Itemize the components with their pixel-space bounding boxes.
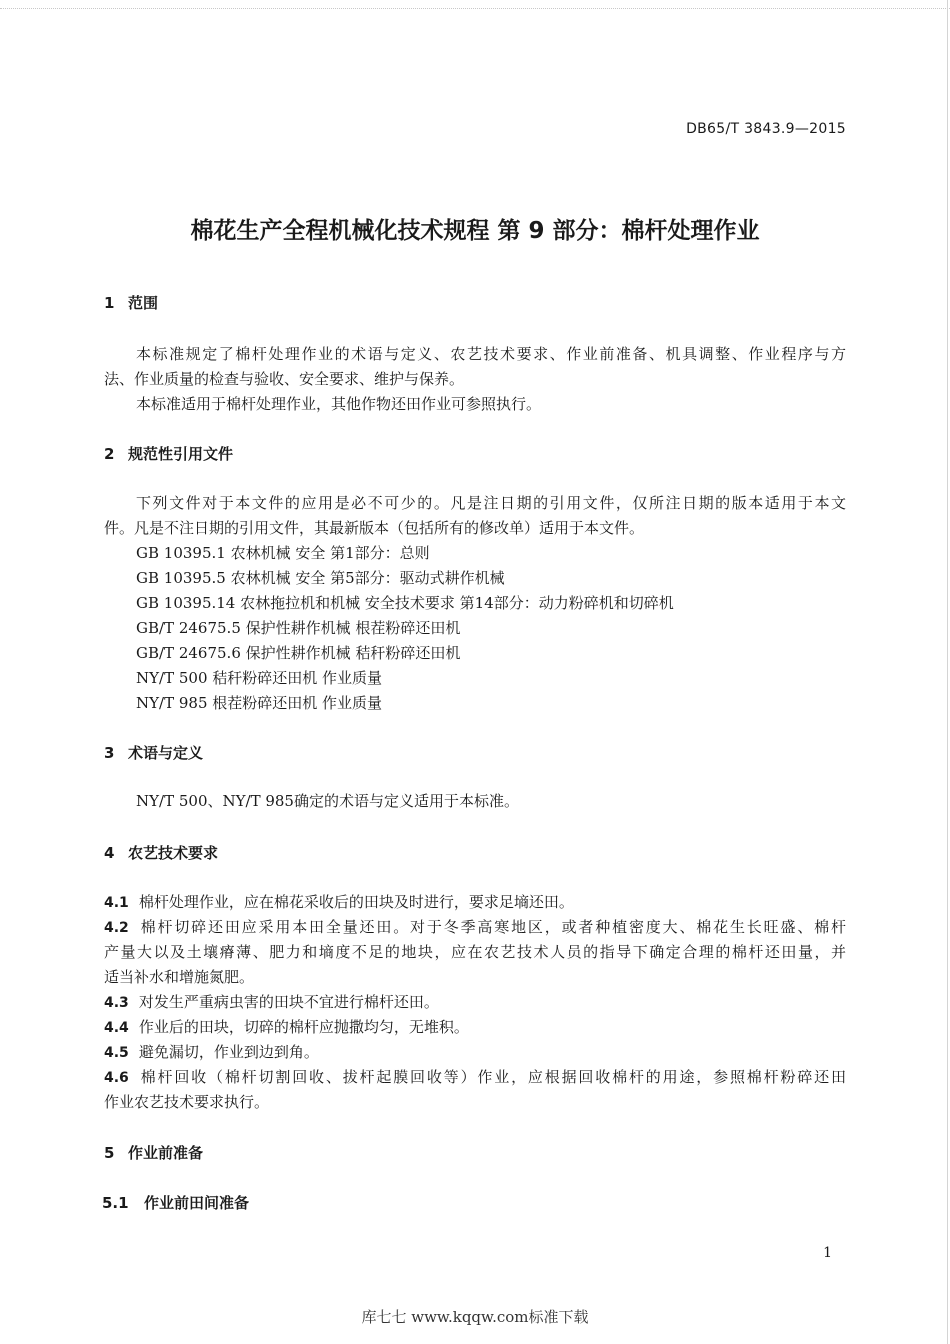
- paragraph-line: 本标准适用于棉杆处理作业，其他作物还田作业可参照执行。: [136, 395, 542, 413]
- clause-line: 作业农艺技术要求执行。: [104, 1093, 270, 1111]
- reference-item: NY/T 500 秸秆粉碎还田机 作业质量: [136, 669, 383, 687]
- section-number: 5: [104, 1144, 115, 1162]
- clause-line: [104, 990, 846, 1015]
- clause-4-3: [104, 990, 846, 1015]
- paragraph-line: 件。凡是不注日期的引用文件，其最新版本（包括所有的修改单）适用于本文件。: [104, 519, 645, 537]
- subsection-5-1-heading: [102, 1192, 249, 1213]
- subsection-title: 作业前田间准备: [144, 1194, 250, 1212]
- clause-text: 棉杆处理作业，应在棉花采收后的田块及时进行，要求足墒还田。: [138, 893, 574, 911]
- clause-4-1: [104, 890, 846, 915]
- reference-item: NY/T 985 根茬粉碎还田机 作业质量: [136, 694, 383, 712]
- reference-item: GB 10395.14 农林拖拉机和机械 安全技术要求 第14部分：动力粉碎机和切碎机: [136, 594, 674, 612]
- section-number: 3: [104, 744, 115, 762]
- section-5-heading: [104, 1142, 203, 1163]
- scan-edge-right: [947, 0, 948, 1344]
- clause-number: 4.3: [104, 995, 129, 1011]
- clause-number: 4.6: [104, 1070, 129, 1086]
- paragraph-line: 本标准规定了棉杆处理作业的术语与定义、农艺技术要求、作业前准备、机具调整、作业程序与方: [136, 345, 846, 363]
- page-number: 1: [823, 1245, 832, 1261]
- section-3-paragraph-1: [104, 789, 846, 814]
- clause-line: 适当补水和增施氮肥。: [104, 968, 255, 986]
- clause-line: [104, 1040, 846, 1065]
- clause-line: [104, 915, 846, 940]
- clause-text: 对发生严重病虫害的田块不宜进行棉杆还田。: [138, 993, 439, 1011]
- section-title: 作业前准备: [128, 1144, 204, 1162]
- reference-item: GB/T 24675.6 保护性耕作机械 秸秆粉碎还田机: [136, 644, 461, 662]
- clause-text: 棉杆回收（棉杆切割回收、拔杆起膜回收等）作业，应根据回收棉杆的用途，参照棉杆粉碎还田: [138, 1068, 846, 1086]
- reference-item: GB 10395.1 农林机械 安全 第1部分：总则: [136, 544, 430, 562]
- clause-number: 4.2: [104, 920, 129, 936]
- section-4-heading: [104, 842, 218, 863]
- paragraph-line: 下列文件对于本文件的应用是必不可少的。凡是注日期的引用文件，仅所注日期的版本适用于本文: [136, 494, 846, 512]
- section-number: 2: [104, 445, 115, 463]
- section-1-paragraph-1: [104, 342, 846, 392]
- section-title: 范围: [128, 294, 159, 312]
- section-title: 规范性引用文件: [128, 445, 234, 463]
- section-2-heading: [104, 443, 233, 464]
- paragraph-line: NY/T 500、NY/T 985确定的术语与定义适用于本标准。: [136, 792, 519, 810]
- clause-number: 4.5: [104, 1045, 129, 1061]
- section-3-heading: [104, 742, 203, 763]
- document-title: 棉花生产全程机械化技术规程 第 9 部分：棉杆处理作业: [190, 218, 760, 244]
- reference-item: GB 10395.5 农林机械 安全 第5部分：驱动式耕作机械: [136, 569, 505, 587]
- section-1-heading: [104, 292, 158, 313]
- paragraph-line: 法、作业质量的检查与验收、安全要求、维护与保养。: [104, 370, 465, 388]
- clause-text: 作业后的田块，切碎的棉杆应抛撒均匀，无堆积。: [138, 1018, 469, 1036]
- section-1-paragraph-2: [104, 392, 846, 417]
- clause-text: 棉杆切碎还田应采用本田全量还田。对于冬季高寒地区，或者种植密度大、棉花生长旺盛、棉杆: [138, 918, 846, 936]
- clause-line: [104, 1065, 846, 1090]
- reference-item: GB/T 24675.5 保护性耕作机械 根茬粉碎还田机: [136, 619, 461, 637]
- section-title: 术语与定义: [128, 744, 204, 762]
- clause-number: 4.1: [104, 895, 129, 911]
- clause-line: [104, 1015, 846, 1040]
- section-number: 1: [104, 294, 115, 312]
- subsection-number: 5.1: [102, 1194, 129, 1212]
- clause-text: 避免漏切，作业到边到角。: [138, 1043, 319, 1061]
- clause-number: 4.4: [104, 1020, 129, 1036]
- clause-4-6: [104, 1065, 846, 1115]
- clause-line: 产量大以及土壤瘠薄、肥力和墒度不足的地块，应在农艺技术人员的指导下确定合理的棉杆还田量，并: [104, 943, 846, 961]
- section-number: 4: [104, 844, 115, 862]
- clause-4-2: [104, 915, 846, 990]
- footer-watermark: 库七七 www.kqqw.com标准下载: [361, 1308, 589, 1326]
- clause-4-5: [104, 1040, 846, 1065]
- scan-edge-top: [0, 0, 950, 9]
- clause-line: [104, 890, 846, 915]
- clause-4-4: [104, 1015, 846, 1040]
- section-2-paragraph-1: [104, 491, 846, 541]
- normative-references-list: [136, 541, 674, 716]
- standard-code: DB65/T 3843.9—2015: [686, 121, 846, 137]
- section-title: 农艺技术要求: [128, 844, 219, 862]
